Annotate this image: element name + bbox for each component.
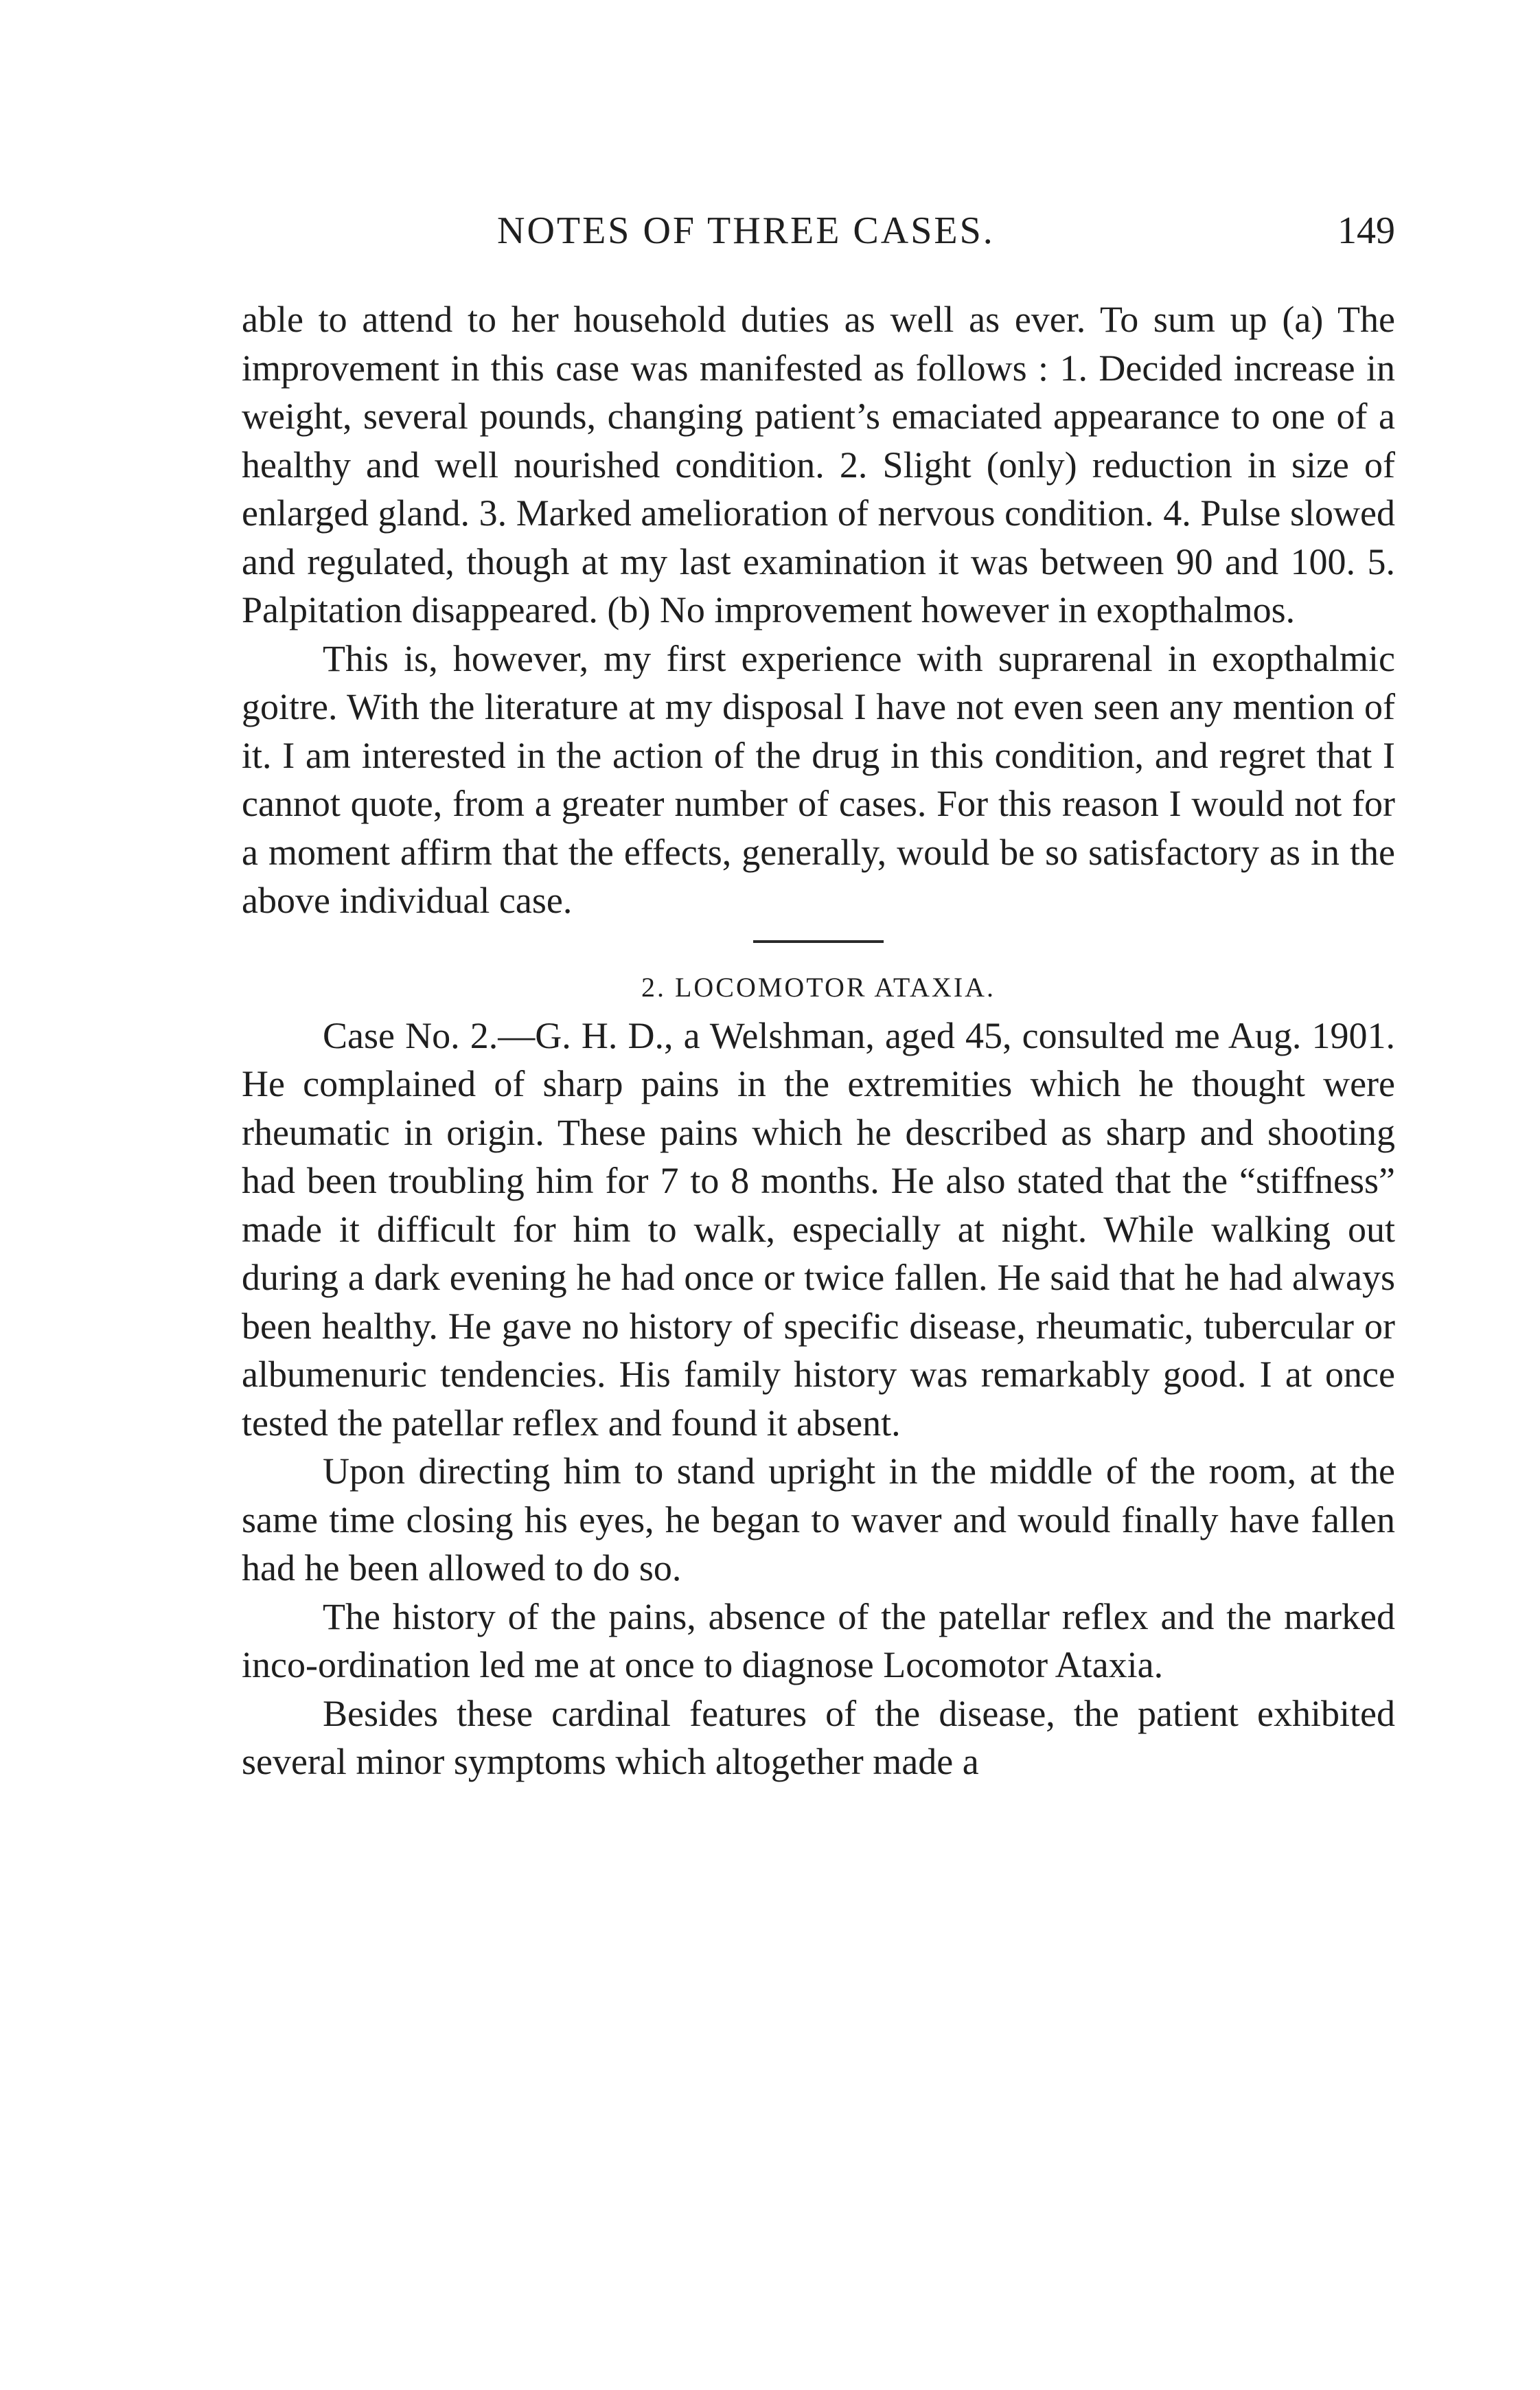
page-body: [242, 295, 1395, 1786]
page-header: [242, 203, 1395, 258]
section-heading: 2. LOCOMOTOR ATAXIA.: [641, 971, 996, 1003]
section-divider: [242, 925, 1395, 964]
paragraph-upon-directing: Upon directing him to stand upright in the middle of the room, at the same time closing his eyes, he began to waver and would finally have fallen had he been allowed to do so.: [242, 1450, 1395, 1589]
paragraph-besides: Besides these cardinal features of the disease, the patient exhibited several minor symptoms which altogether made a: [242, 1692, 1395, 1782]
continuation-paragraph: able to attend to her household duties as well as ever. To sum up (a) The improvement in this case was manifested as follows : 1. Decided increase in weight, several pounds, changing patient’s emaciated appearance to one of a healthy and well nourished condition. 2. Slight (only) reduction in size of enlarged gland. 3. Marked amelioration of nervous condition. 4. Pulse slowed and regulated, though at my last examination it was between 90 and 100. 5. Palpitation disappeared. (b) No improvement however in exopthalmos.: [242, 299, 1395, 630]
divider-rule: [753, 940, 884, 943]
page-number: 149: [1337, 209, 1395, 252]
running-head: NOTES OF THREE CASES.: [497, 209, 995, 252]
case-paragraph: Case No. 2.—G. H. D., a Welshman, aged 45, consulted me Aug. 1901. He complained of sharp pains in the extremities which he thought were rheumatic in origin. These pains which he described as sharp and shooting had been troubling him for 7 to 8 months. He also stated that the “stiffness” made it difficult for him to walk, especially at night. While walking out during a dark evening he had once or twice fallen. He said that he had always been healthy. He gave no history of specific disease, rheumatic, tubercular or albumenuric tendencies. His family history was remarkably good. I at once tested the patellar reflex and found it absent.: [242, 1014, 1395, 1444]
paragraph-history: The history of the pains, absence of the patellar reflex and the marked inco-ordination led me at once to diagnose Locomotor Ataxia.: [242, 1595, 1395, 1685]
paragraph-first-experience: This is, however, my first experience with suprarenal in exopthalmic goitre. With the literature at my disposal I have not even seen any mention of it. I am interested in the action of the drug in this condition, and regret that I cannot quote, from a greater number of cases. For this reason I would not for a moment affirm that the effects, generally, would be so satisfactory as in the above individual case.: [242, 637, 1395, 921]
